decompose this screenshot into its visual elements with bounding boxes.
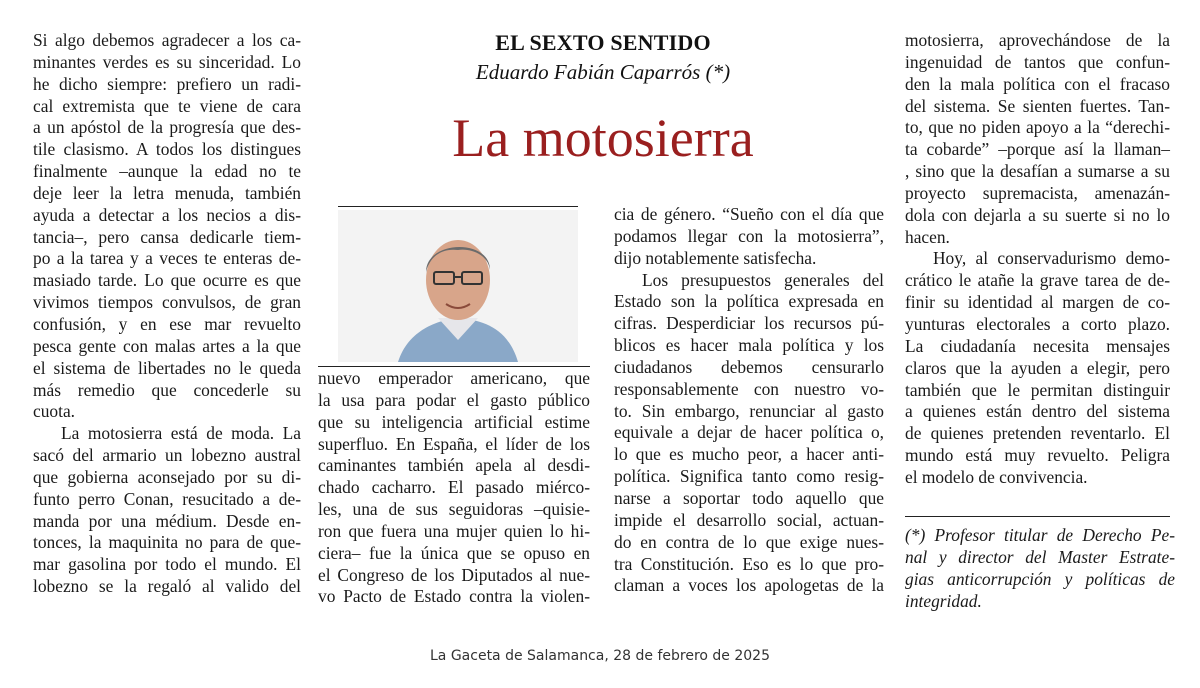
article-line: lobezno se la regaló al valido del: [33, 576, 301, 597]
photo-bottom-rule: [318, 366, 590, 367]
article-line: a un apóstol de la progresía que des-: [33, 117, 301, 138]
footnote-line: gias anticorrupción y políticas de: [905, 568, 1175, 589]
footnote-line: integridad.: [905, 590, 982, 611]
article-line: de quienes pretenden reventarlo. El: [905, 423, 1170, 444]
article-line: que gobierna aconsejado por su di-: [33, 466, 301, 487]
article-line: tile clasismo. A todos los distingues: [33, 139, 301, 160]
article-line: tancia–, pero cansa dedicarle tiem-: [33, 226, 301, 247]
article-line: vivimos tiempos convulsos, de gran: [33, 292, 301, 313]
article-line: ron que fuera una mujer quien lo hi-: [318, 520, 590, 541]
article-line: política. Significa tanto como resig-: [614, 466, 884, 487]
article-line: motosierra, aprovechándose de la: [905, 30, 1170, 50]
article-line: tra Constitución. Eso es lo que pro-: [614, 553, 884, 574]
article-line: crático le atañe la grave tarea de de-: [905, 270, 1170, 291]
article-line: a quienes están dentro del sistema: [905, 401, 1170, 422]
article-line: cia de género. “Sueño con el día que: [614, 204, 884, 224]
article-line: funto perro Conan, resucitado a de-: [33, 488, 301, 509]
article-line: narse a soportar todo aquello que: [614, 487, 884, 508]
article-line: impide el desarrollo social, actuan-: [614, 509, 884, 530]
author-byline: Eduardo Fabián Caparrós (*): [475, 60, 731, 84]
article-line: cuota.: [33, 401, 76, 422]
article-line: blicos es hacer mala política y los: [614, 335, 884, 356]
article-line: sacó del armario un lobezno austral: [33, 445, 301, 466]
article-line: ingenuidad de tantos que confun-: [905, 51, 1170, 72]
article-line: to, que no piden apoyo a la “derechi-: [905, 117, 1170, 138]
article-column-2: [318, 368, 590, 608]
article-line: dijo notablemente satisfecha.: [614, 247, 817, 268]
article-line: mar gasolina por todo el mundo. El: [33, 554, 301, 575]
article-line: tonces, la maquinita no para de que-: [33, 532, 301, 553]
article-line: ayuda a detectar a los necios a dis-: [33, 204, 301, 225]
author-footnote: [905, 525, 1175, 612]
article-line: dola con dejarla a su suerte si no lo: [905, 204, 1170, 225]
article-line: proyecto supremacista, amenazán-: [905, 182, 1170, 203]
article-line: finir su identidad al margen de co-: [905, 292, 1170, 313]
article-line: cifras. Desperdiciar los recursos pú-: [614, 313, 884, 334]
article-line: el Congreso de los Diputados al nue-: [318, 564, 590, 585]
article-line: mundo está muy revuelto. Peligra: [905, 445, 1170, 466]
article-line: ta cobarde” –porque así la llaman–: [905, 139, 1170, 160]
article-column-3: [614, 204, 884, 597]
article-line: podamos llegar con la motosierra”,: [614, 225, 884, 246]
article-line: to. Sin embargo, renunciar al gasto: [614, 400, 884, 421]
article-line: finalmente –aunque la edad no te: [33, 161, 301, 182]
article-line: masiado tarde. Lo que ocurre es que: [33, 270, 301, 291]
article-line: el modelo de convivencia.: [905, 466, 1088, 487]
article-line: del sistema. Se sienten fuertes. Tan-: [905, 95, 1170, 116]
article-line: den la mala política con el fracaso: [905, 73, 1170, 94]
footnote-rule: [905, 516, 1170, 517]
article-line: claman a voces los apologetas de la: [614, 575, 884, 596]
article-line: superfluo. En España, el líder de los: [318, 433, 590, 454]
section-kicker: EL SEXTO SENTIDO: [495, 30, 711, 55]
article-line: Los presupuestos generales del: [642, 269, 884, 290]
article-line: do en contra de lo que exige nues-: [614, 531, 884, 552]
author-photo: [338, 210, 578, 362]
article-line: , sino que la desafían a sumarse a su: [905, 161, 1170, 182]
article-column-4: [905, 30, 1170, 489]
article-line: pesca gente con malas artes a la que: [33, 335, 301, 356]
article-line: manda por una médium. Desde en-: [33, 510, 301, 531]
article-line: ciudadanos debemos censurarlo: [614, 356, 884, 377]
article-line: responsablemente con nuestro vo-: [614, 378, 884, 399]
article-line: claros que la ayuden a elegir, pero: [905, 357, 1170, 378]
article-headline: La motosierra: [452, 108, 754, 168]
article-line: Estado son la política expresada en: [614, 291, 884, 312]
article-line: La motosierra está de moda. La: [61, 423, 301, 444]
photo-top-rule: [338, 206, 578, 207]
article-line: Hoy, al conservadurismo demo-: [933, 248, 1170, 269]
article-line: les, una de sus seguidoras –quisie-: [318, 499, 590, 520]
article-line: po a la tarea y a veces te enteras de-: [33, 248, 301, 269]
source-caption: La Gaceta de Salamanca, 28 de febrero de 2025: [430, 648, 770, 664]
article-line: cal extremista que te viene de cara: [33, 95, 301, 116]
article-line: nuevo emperador americano, que: [318, 368, 590, 388]
article-line: chado cacharro. El pasado miérco-: [318, 477, 590, 498]
author-portrait-icon: [338, 210, 578, 362]
article-line: Si algo debemos agradecer a los ca-: [33, 30, 301, 50]
article-line: La ciudadanía necesita mensajes: [905, 335, 1170, 356]
article-line: equivale a dejar de hacer política o,: [614, 422, 884, 443]
footnote-line: nal y director del Master Estrate-: [905, 546, 1175, 567]
article-line: caminantes también apela al desdi-: [318, 455, 590, 476]
article-line: yunturas electorales a corto plazo.: [905, 313, 1170, 334]
article-line: he dicho siempre: prefiero un radi-: [33, 73, 301, 94]
article-line: también que le permitan distinguir: [905, 379, 1170, 400]
article-column-1: [33, 30, 301, 598]
article-line: el sistema de libertades no le queda: [33, 357, 301, 378]
article-line: minantes verdes es su sinceridad. Lo: [33, 51, 301, 72]
article-line: la usa para podar el gasto público: [318, 389, 590, 410]
article-line: lo que es mucho peor, a hacer anti-: [614, 444, 884, 465]
article-line: vo Pacto de Estado contra la violen-: [318, 586, 590, 607]
article-line: confusión, y en ese mar revuelto: [33, 313, 301, 334]
article-line: que su inteligencia artificial estime: [318, 411, 590, 432]
article-line: hacen.: [905, 226, 950, 247]
article-line: deje leer la letra menuda, también: [33, 182, 301, 203]
article-line: más remedio que concederle su: [33, 379, 301, 400]
article-line: ciera– fue la única que se opuso en: [318, 542, 590, 563]
footnote-line: (*) Profesor titular de Derecho Pe-: [905, 525, 1175, 545]
